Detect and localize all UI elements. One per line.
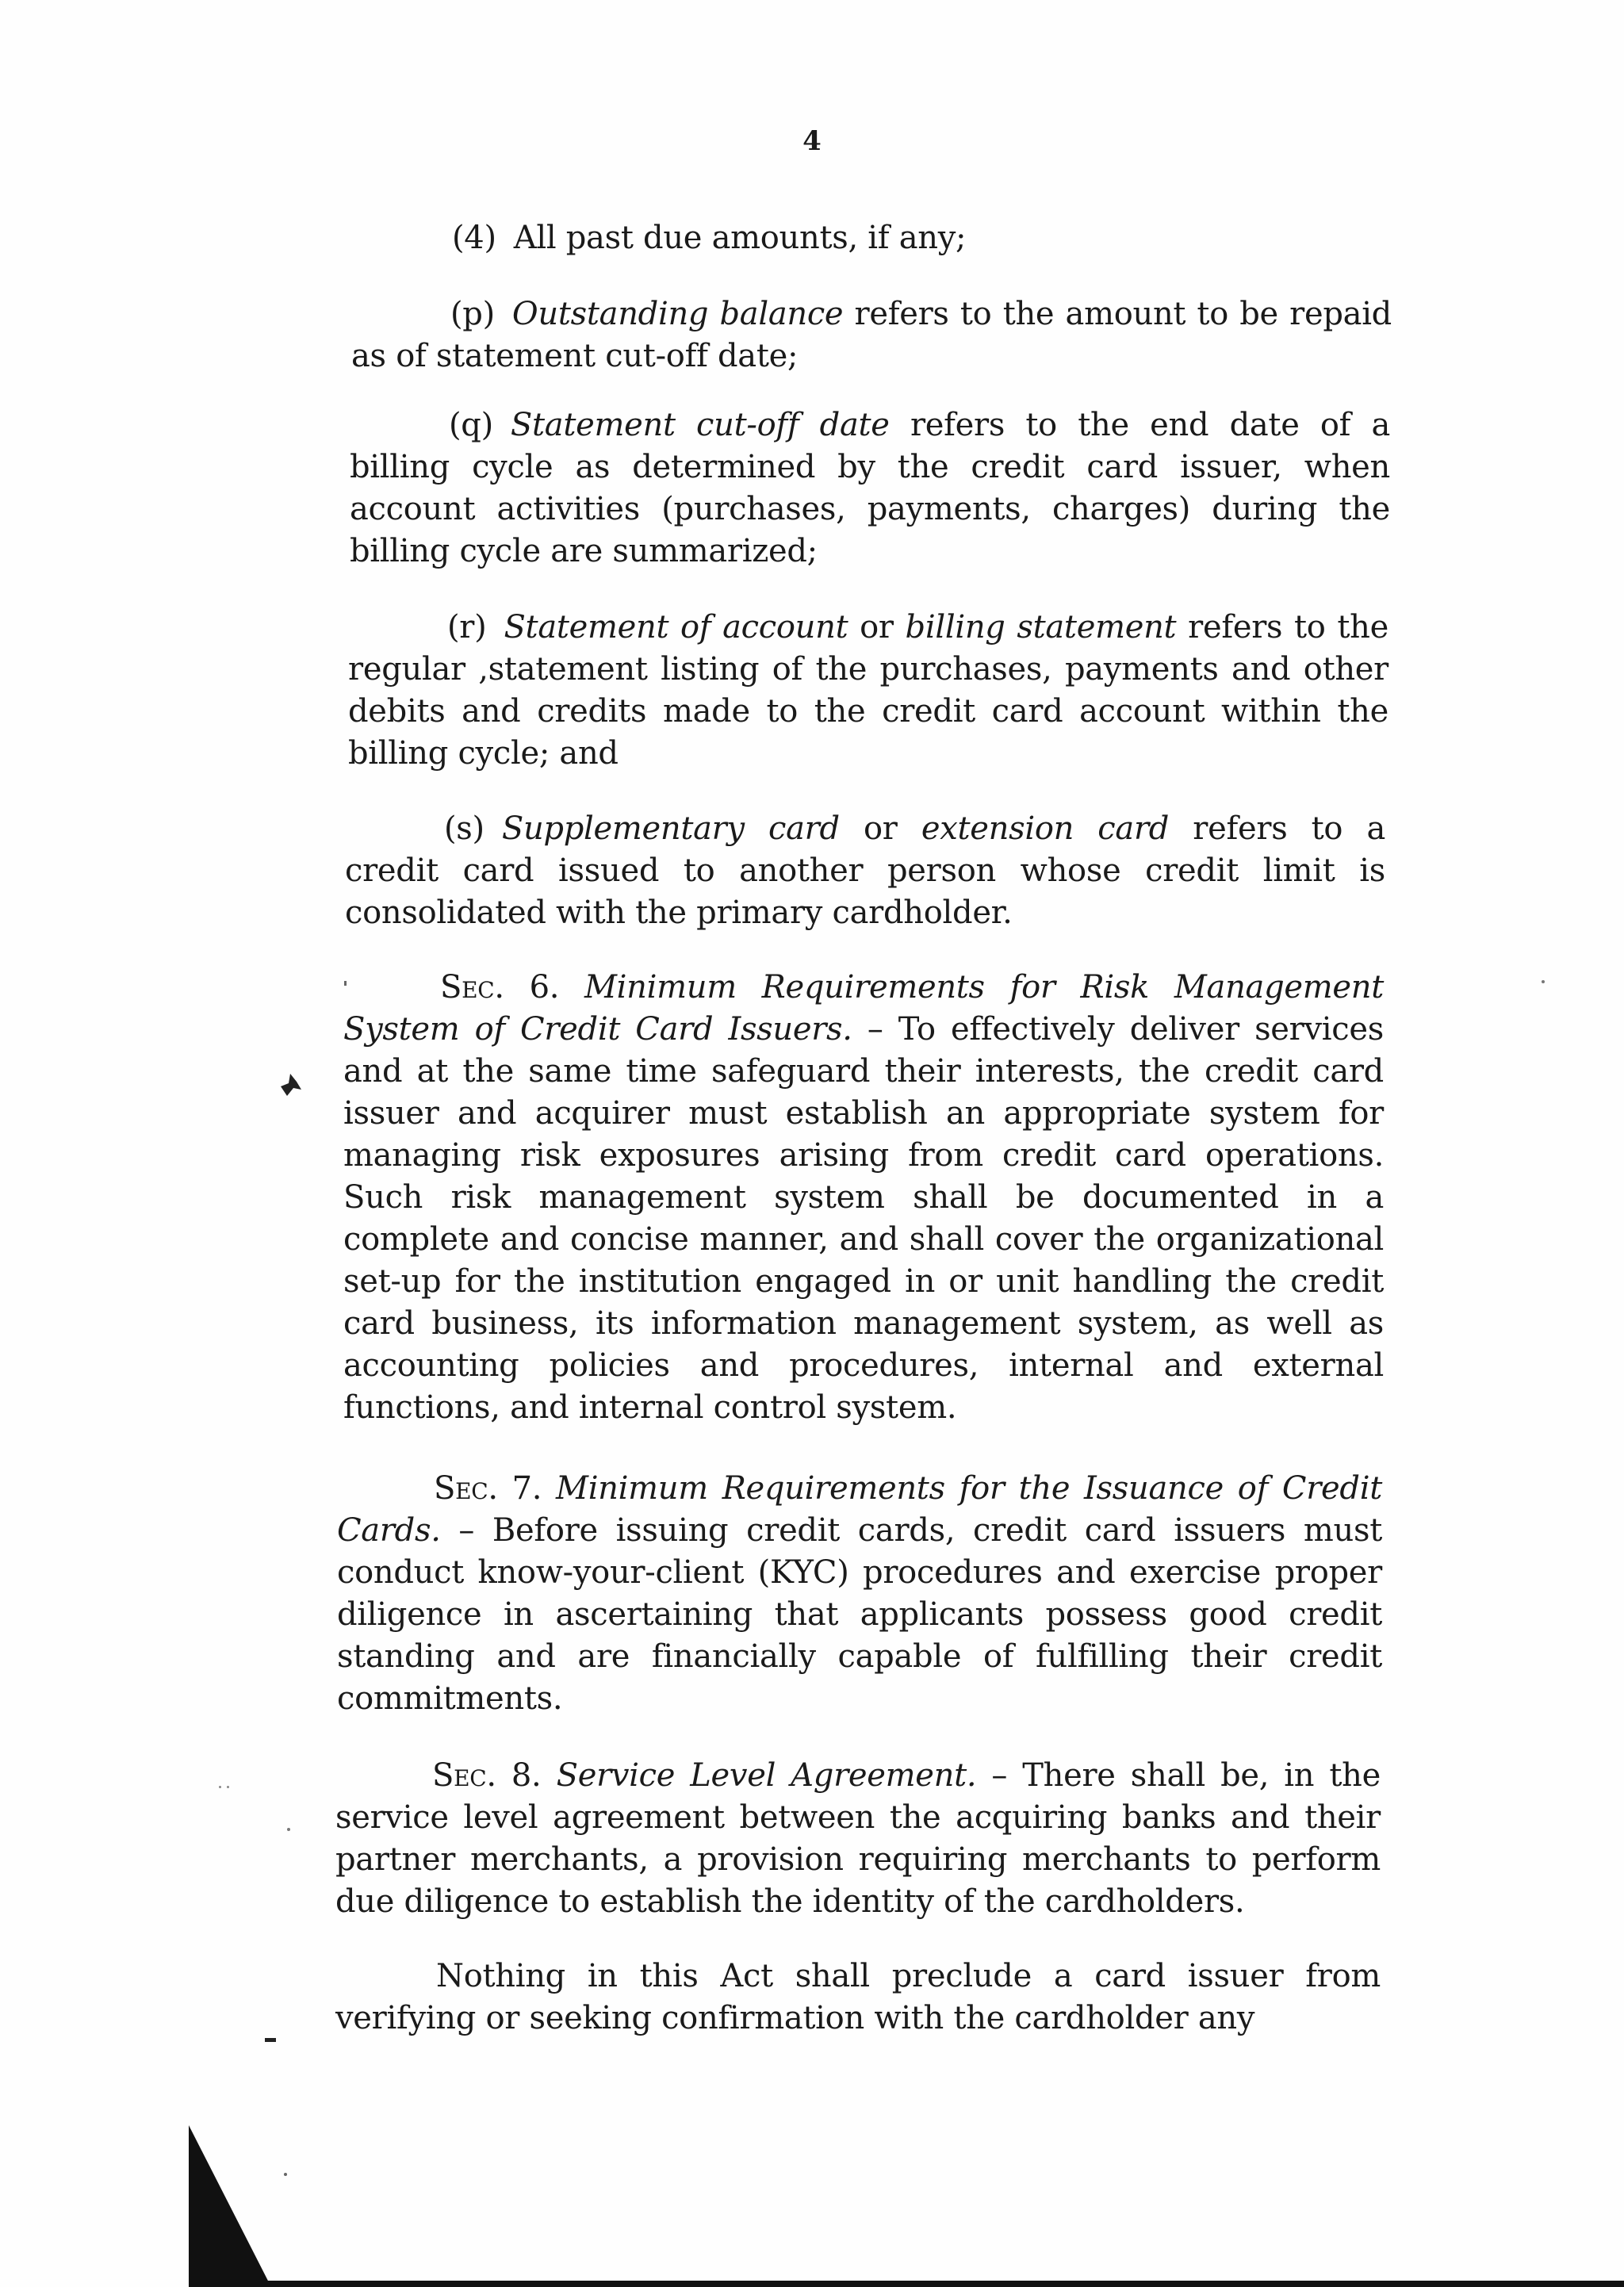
section-title: Minimum Requirements for the Issuance of Credit Cards. xyxy=(337,1470,1382,1549)
scan-corner-shadow xyxy=(189,2125,1624,2287)
defined-term-alt: extension card xyxy=(921,810,1170,847)
section-prefix: Sec. xyxy=(434,1470,498,1507)
scan-speck xyxy=(287,1828,290,1831)
defined-term: Supplementary card xyxy=(501,810,840,847)
scan-speck xyxy=(344,981,347,986)
scan-margin-mark xyxy=(265,2036,278,2043)
paragraph-final xyxy=(335,1956,1381,2040)
section-text: – Before issuing credit cards, credit card issuers must conduct know-your-client (KYC) procedures and exercise proper diligence in ascertaining that applicants possess good credit standing and are financially capable of fulfilling their credit commitments. xyxy=(337,1512,1382,1717)
item-label: (r) xyxy=(447,609,487,645)
scan-speck xyxy=(1542,980,1545,983)
defined-term: Statement of account xyxy=(504,609,848,645)
section-number: 6. xyxy=(504,969,585,1006)
item-text: All past due amounts, if any; xyxy=(513,220,967,256)
scan-speck xyxy=(219,1786,221,1788)
scan-bottom-edge xyxy=(189,2281,1624,2287)
defined-term-alt: billing statement xyxy=(905,609,1177,645)
section-text: – To effectively deliver services and at the same time safeguard their interests, the credit card issuer and acquirer must establish an appropriate system for managing risk exposures arising from credit card operations. Such risk management system shall be documented in a complete and concise manner, and shall cover the organizational set-up for the institution engaged in or unit handling the credit card business, its information management system, as well as accounting policies and procedures, internal and external functions, and internal control system. xyxy=(343,1011,1384,1426)
term-joiner: or xyxy=(848,609,906,645)
section-8 xyxy=(335,1755,1381,1923)
paragraph-item-4 xyxy=(452,217,1388,259)
item-label: (4) xyxy=(452,220,496,256)
item-text: refers to the amount to be repaid as of statement cut-off date; xyxy=(351,296,1392,374)
term-joiner: or xyxy=(839,810,921,847)
scan-speck xyxy=(227,1786,229,1788)
item-text: refers to a credit card issued to another person whose credit limit is consolidated with the primary cardholder. xyxy=(345,810,1385,931)
item-label: (q) xyxy=(449,407,493,443)
section-prefix: Sec. xyxy=(440,969,504,1006)
paragraph-text: Nothing in this Act shall preclude a card issuer from verifying or seeking confirmation with the cardholder any xyxy=(335,1958,1381,2036)
paragraph-item-s xyxy=(345,808,1385,934)
defined-term: Statement cut-off date xyxy=(510,407,890,443)
section-title: Service Level Agreement. xyxy=(556,1757,977,1794)
scan-margin-mark xyxy=(279,1072,303,1099)
page-number: 4 xyxy=(802,125,822,157)
paragraph-item-p xyxy=(351,293,1392,377)
item-text: refers to the end date of a billing cycle as determined by the credit card issuer, when account activities (purchases, payments, charges) during the billing cycle are summarized; xyxy=(350,407,1390,569)
section-6 xyxy=(343,967,1384,1429)
section-prefix: Sec. xyxy=(432,1757,496,1794)
section-title: Minimum Requirements for Risk Management System of Credit Card Issuers. xyxy=(343,969,1384,1048)
section-number: 8. xyxy=(496,1757,557,1794)
defined-term: Outstanding balance xyxy=(511,296,844,332)
item-text: refers to the regular ,statement listing of the purchases, payments and other debits and credits made to the credit card account within the billing cycle; and xyxy=(348,609,1388,772)
section-text: – There shall be, in the service level agreement between the acquiring banks and their partner merchants, a provision requiring merchants to perform due diligence to establish the identity of the cardholders. xyxy=(335,1757,1381,1920)
item-label: (s) xyxy=(444,810,485,847)
item-label: (p) xyxy=(450,296,495,332)
section-7 xyxy=(337,1468,1382,1720)
paragraph-item-r xyxy=(348,607,1388,775)
paragraph-item-q xyxy=(350,404,1390,573)
section-number: 7. xyxy=(497,1470,557,1507)
